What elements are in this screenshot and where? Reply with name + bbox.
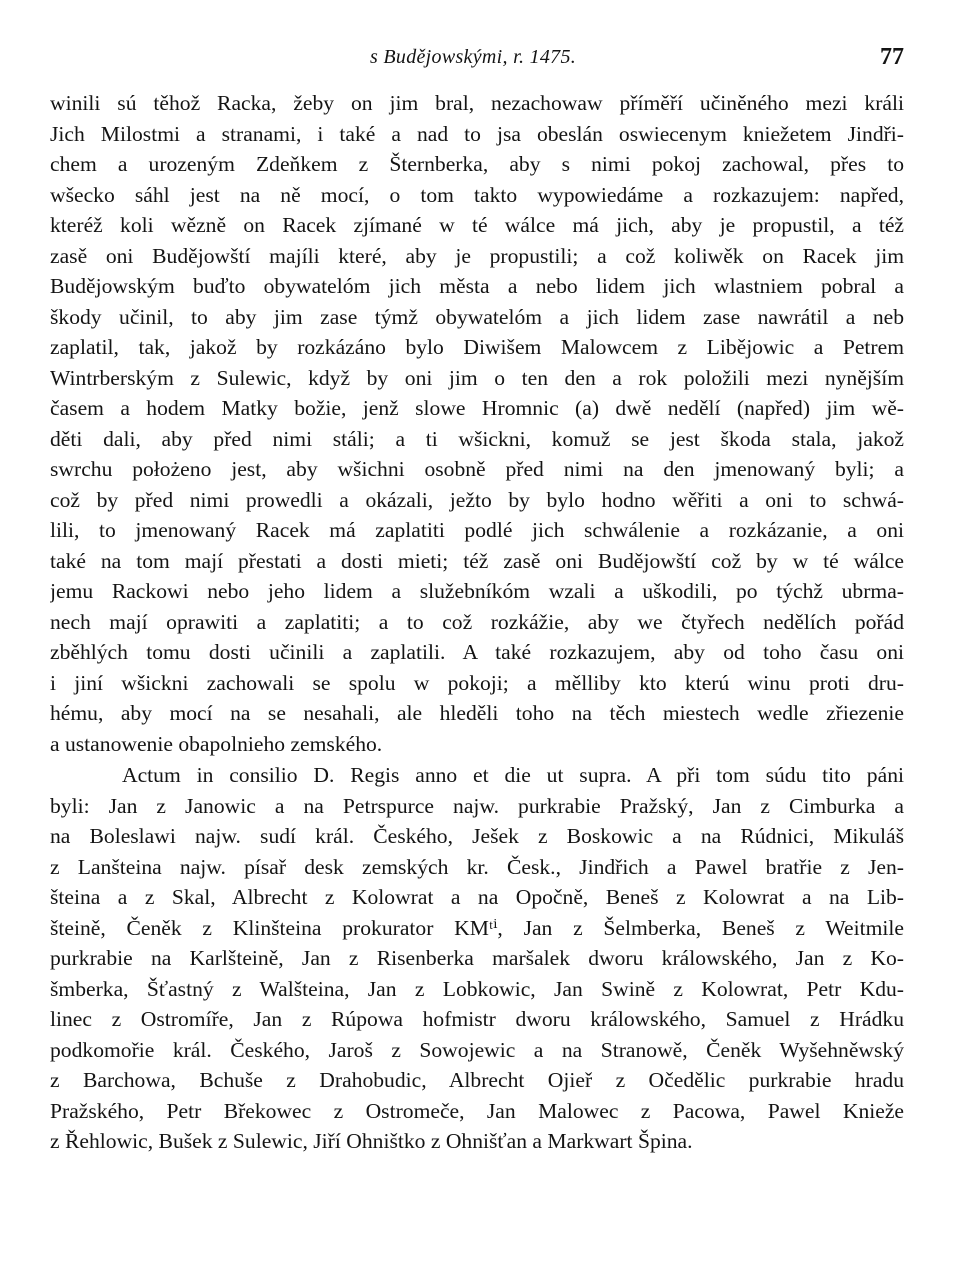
text-line: také na tom mají přestati a dosti mieti; též zasě oni Budějowští což by w té wálce [50, 548, 904, 573]
text-line: z Řehlowic, Bušek z Sulewic, Jiří Ohništko z Ohnišťan a Markwart Špina. [50, 1129, 693, 1153]
text-line: linec z Ostromíře, Jan z Rúpowa hofmistr dworu králowského, Samuel z Hrádku [50, 1007, 904, 1031]
text-line: šteina a z Skal, Albrecht z Kolowrat a na Opočně, Beneš z Kolowrat a na Lib- [50, 885, 904, 909]
text-line: děti dali, aby před nimi stáli; a ti wšickni, komuž se jest škoda stala, jakož [50, 426, 904, 451]
text-line: časem a hodem Matky božie, jenž slowe Hromnic (a) dwě nedělí (napřed) jim wě- [50, 396, 904, 420]
text-line: winili sú těhož Racka, žeby on jim bral, nezachowaw příměří učiněného mezi králi [50, 91, 904, 115]
text-line: Jich Milostmi a stranami, i také a nad to jsa obeslán oswiecenym kniežetem Jindři- [50, 121, 904, 146]
text-line: purkrabie na Karlšteině, Jan z Risenberka maršalek dworu králowského, Jan z Ko- [50, 946, 904, 970]
page-number: 77 [880, 44, 904, 70]
text-line: Pražského, Petr Břekowec z Ostromeče, Jan Malowec z Pacowa, Pawel Knieže [50, 1098, 904, 1123]
text-line: chem a urozeným Zdeňkem z Šternberka, aby s nimi pokoj zachowal, přes to [50, 152, 904, 176]
text-line: Budějowským buďto obywatelóm jich města a nebo lidem jich wlastniem pobral a [50, 274, 904, 298]
text-line: wšecko sáhl jest na ně mocí, o tom takto wypowiedáme a rozkazujem: napřed, [50, 182, 904, 207]
text-line: podkomořie král. Českého, Jaroš z Sowojewic a na Stranowě, Čeněk Wyšehněwský [50, 1037, 904, 1062]
text-line: na Boleslawi najw. sudí král. Českého, Ješek z Boskowic a na Rúdnici, Mikuláš [50, 824, 904, 848]
text-line: zasě oni Budějowští majíli které, aby je propustili; a což koliwěk on Racek jim [50, 243, 904, 268]
text-line: šmberka, Šťastný z Walšteina, Jan z Lobkowic, Jan Swině z Kolowrat, Petr Kdu- [50, 976, 904, 1001]
text-line: kteréž koli wězně on Racek zjímané w té wálce má jich, aby je propustil, a též [50, 213, 904, 237]
text-line: z Barchowa, Bchuše z Drahobudic, Albrecht Ojieř z Očedělic purkrabie hradu [50, 1068, 904, 1092]
text-line: zaplatil, tak, jakož by rozkázáno bylo Diwišem Malowcem z Liběјowic a Petrem [50, 335, 904, 359]
text-line: hému, aby mocí na se nesahali, ale hleděli toho na těch miestech wedle zřiezenie [50, 701, 904, 725]
paragraph-1 [50, 88, 904, 759]
running-title: s Budějowskými, r. 1475. [370, 46, 577, 68]
text-line: Actum in consilio D. Regis anno et die ut supra. A při tom súdu tito páni [122, 763, 904, 787]
text-line: jemu Rackowi nebo jeho lidem a služebníkóm wzali a uškodili, po týchž ubrma- [50, 579, 904, 603]
text-line: i jiní wšickni zachowali se spolu w pokoji; a měllibу kto kterú winu proti dru- [50, 670, 904, 695]
text-line: škody učinil, to aby jim zase týmž obywatelóm a jich lidem zase nawrátil a neb [50, 304, 904, 329]
text-line: Wintrberským z Sulewic, když by oni jim o ten den a rok položili mezi nynějším [50, 365, 904, 390]
text-line: šteině, Čeněk z Klinšteina prokurator KMᵗⁱ, Jan z Šelmberka, Beneš z Weitmile [50, 915, 904, 940]
text-line: a ustanowenie obapolnieho zemského. [50, 731, 383, 756]
text-line: swrchu położeno jest, aby wšichni osobně před nimi na den jmenowaný byli; a [50, 457, 904, 481]
running-head [0, 46, 960, 76]
text-line: byli: Jan z Janowic a na Petrspurce najw. purkrabie Pražský, Jan z Cimburka a [50, 793, 904, 818]
text-line: z Lanšteina najw. písař desk zemských kr. Česk., Jindřich a Pawel bratřie z Jen- [50, 854, 904, 879]
text-line: nech mají oprawiti a zaplatiti; a to což rozkážie, aby we čtyřech nedělích pořád [50, 609, 904, 634]
text-line: což by před nimi prowedli a okázali, ježto by bylo hodno wěřiti a oni to schwá- [50, 487, 904, 512]
body-text [50, 88, 904, 1157]
text-line: zběhlých tomu dosti učinili a zaplatili. A také rozkazujem, aby od toho času oni [50, 640, 904, 664]
text-line: lili, to jmenowaný Racek má zaplatiti podlé jich schwálenie a rozkázanie, a oni [50, 518, 904, 542]
paragraph-2 [50, 760, 904, 1157]
